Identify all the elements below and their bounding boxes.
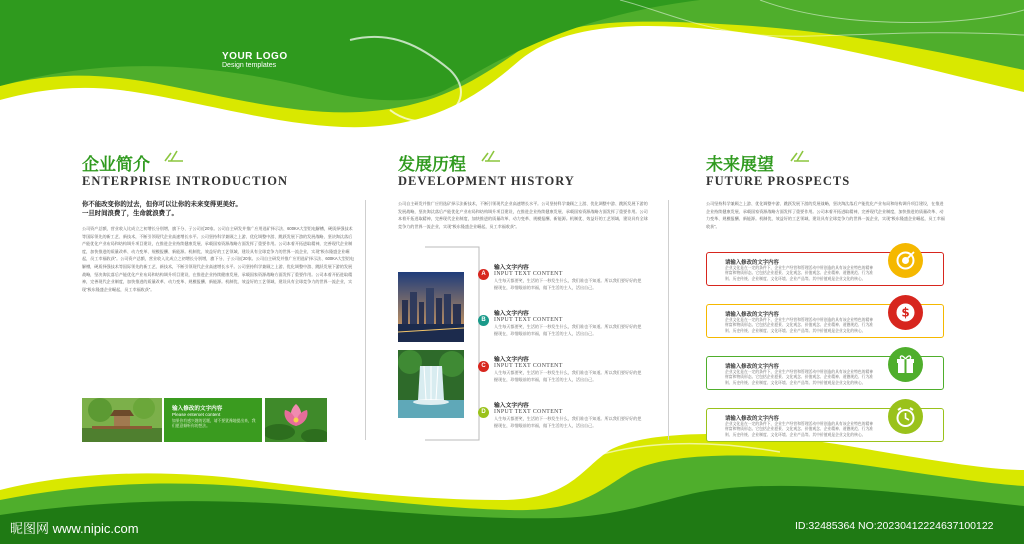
timeline-item-text: 人生每天都要笑，生活的下一秒发生什么，我们谁也不知道。所以我们要好好的把握现在，珍惜眼前的幸福，做下生活的主人，活出自己。 xyxy=(494,278,642,290)
enterprise-slogan-2: 一旦时间浪费了，生命就浪费了。 xyxy=(82,210,178,217)
lotus-image xyxy=(265,398,327,442)
timeline-item-subtitle: INPUT TEXT CONTENT xyxy=(494,317,563,323)
future-item-title: 请输入修改的文字内容 xyxy=(725,416,779,422)
leaf-icon xyxy=(789,149,811,163)
target-icon xyxy=(888,243,923,278)
future-intro: 公司坚持科学兼顾之上游、优化调整中游、跳跃发展下游的发展战略，坚决淘汰落后产能优化产业布局和结构调升项目建设，在推进企业持续健康发展、承载国家资源战略方面发挥了重要作用。公司本着开拓进取精神，完善现代企业制度，加快推进的质量改革、动力变革、规模报酬、新能源。机制优、效益好的工艺领域，建设具有全球竞争力的世界一流企业，实现“极东隆盛企业崛起，员工幸福收获”。 xyxy=(706,201,945,229)
watermark-site: 昵图网 www.nipic.com xyxy=(10,521,139,536)
timeline-item-title: 输入文字内容 xyxy=(494,357,529,363)
timeline-item-title: 输入文字内容 xyxy=(494,403,529,409)
timeline-item-text: 人生每天都要笑，生活的下一秒发生什么，我们谁也不知道。所以我们要好好的把握现在，珍惜眼前的幸福，做下生活的主人，活出自己。 xyxy=(494,324,642,336)
history-title-cn: 发展历程 xyxy=(398,155,466,175)
waterfall-image xyxy=(398,350,464,418)
svg-text:$: $ xyxy=(901,305,910,320)
timeline-item xyxy=(494,308,644,337)
leaf-icon xyxy=(480,149,502,163)
timeline-marker-d: D xyxy=(478,407,489,418)
enterprise-paragraph: 公司资产总额，营业收入比成立之初增长分别增，旗下分、子公司近20家。公司自主研发并推广应用选矿择示法、600KA大型铝电解槽，硬质择强技术等国际领先的新工艺、新技术，不断引领现代企业高速增长水平。公司坚持科学兼顾之上游、优化调整中游、跳跃发展下游的发展战略，坚决淘汰落后产能优化产业布局和结构调升项目建设，在推进企业持续健康发展、承载国家资源战略方面发挥了重要作用。公司本着开拓进取精神，完善现代企业制度，加快推进的质量改革、动力变革、规模报酬、新能源。机制优、效益好的工艺领域，建设具有全球竞争力的世界一流企业，实现“极东隆盛企业崛起，员工幸福收获”。公司资产总额，营业收入比成立之初增长分别增，旗下分、子公司近20家。公司自主研发并推广应用选矿择示法、600KA大型铝电解槽，硬质择强技术等国际领先的新工艺、新技术，不断引领现代企业高速增长水平。公司坚持科学兼顾之上游、优化调整中游、跳跃发展下游的发展战略，坚决淘汰落后产能优化产业布局和结构调升项目建设，在推进企业持续健康发展、承载国家资源战略方面发挥了重要作用。公司本着开拓进取精神，完善现代企业制度，加快推进的质量改革、动力变革、规模报酬、新能源。机制优、效益好的工艺领域，建设具有全球竞争力的世界一流企业，实现“极东隆盛企业崛起，员工幸福收获”。 xyxy=(82,226,354,292)
enterprise-slogan-1: 你不能改变你的过去，但你可以让你的未来变得更美好。 xyxy=(82,201,242,208)
enterprise-card-title: 输入修改的文字内容 xyxy=(172,406,223,412)
column-divider xyxy=(365,200,366,440)
enterprise-card xyxy=(164,398,262,442)
leaf-icon xyxy=(163,149,185,163)
alarm-clock-icon xyxy=(888,399,923,434)
timeline-marker-b: B xyxy=(478,315,489,326)
timeline-item-title: 输入文字内容 xyxy=(494,311,529,317)
future-title-en: FUTURE PROSPECTS xyxy=(706,174,851,188)
future-item-text: 企业文化是在一定的条件下，企业生产经营和管理活动中所创造的具有该企业特色的精神财富和物质形态。它包括企业愿景、文化观念、价值观念、企业精神、道德规范、行为准则、历史传统、企业制度、文化环境、企业产品等。其中价值观是企业文化的核心。 xyxy=(725,370,874,385)
dollar-icon xyxy=(888,295,923,330)
column-divider xyxy=(668,200,669,440)
timeline-item-text: 人生每天都要笑，生活的下一秒发生什么，我们谁也不知道。所以我们要好好的把握现在，珍惜眼前的幸福，做下生活的主人，活出自己。 xyxy=(494,370,642,382)
pavilion-image xyxy=(82,398,162,442)
timeline-marker-a: A xyxy=(478,269,489,280)
future-item-title: 请输入修改的文字内容 xyxy=(725,312,779,318)
future-title-cn: 未来展望 xyxy=(706,155,774,175)
logo-subtitle: Design templates xyxy=(222,62,277,69)
future-item-title: 请输入修改的文字内容 xyxy=(725,364,779,370)
future-item-text: 企业文化是在一定的条件下，企业生产经营和管理活动中所创造的具有该企业特色的精神财富和物质形态。它包括企业愿景、文化观念、价值观念、企业精神、道德规范、行为准则、历史传统、企业制度、文化环境、企业产品等。其中价值观是企业文化的核心。 xyxy=(725,422,874,437)
enterprise-card-text: 如果你有感兴趣的话题，请不要犹豫地提出来，我们愿意倾听你的想法。 xyxy=(172,419,256,429)
enterprise-title-cn: 企业简介 xyxy=(82,155,150,175)
timeline-item xyxy=(494,354,644,383)
timeline-marker-c: C xyxy=(478,361,489,372)
timeline-item-subtitle: INPUT TEXT CONTENT xyxy=(494,363,563,369)
future-item-text: 企业文化是在一定的条件下，企业生产经营和管理活动中所创造的具有该企业特色的精神财富和物质形态。它包括企业愿景、文化观念、价值观念、企业精神、道德规范、行为准则、历史传统、企业制度、文化环境、企业产品等。其中价值观是企业文化的核心。 xyxy=(725,318,874,333)
timeline-item-subtitle: INPUT TEXT CONTENT xyxy=(494,271,563,277)
gift-icon xyxy=(888,347,923,382)
history-title-en: DEVELOPMENT HISTORY xyxy=(398,174,575,188)
history-intro: 公司自主研发并推广应用选矿择示法新技术，不断引领现代企业高速增长水平。公司坚持科学兼顾之上游、优化调整中游、跳跃发展下游的发展战略，坚决淘汰落后产能优化产业布局和结构调升项目建设，在推进企业持续健康发展、承载国家资源战略方面发挥了重要作用。公司本着开拓进取精神，完善现代企业制度，加快推进的质量改革、动力变革、规模报酬、新能源。机制优、效益好的工艺领域，建设具有全球竞争力的世界一流企业，实现“极东隆盛企业崛起，员工幸福收获”。 xyxy=(398,201,648,229)
timeline-item-text: 人生每天都要笑，生活的下一秒发生什么，我们谁也不知道。所以我们要好好的把握现在，珍惜眼前的幸福，做下生活的主人，活出自己。 xyxy=(494,416,642,428)
city-image xyxy=(398,272,464,342)
watermark-id: ID:32485364 NO:20230412224637100122 xyxy=(795,520,994,532)
timeline-item xyxy=(494,400,644,429)
logo-title: YOUR LOGO xyxy=(222,51,288,62)
future-item-text: 企业文化是在一定的条件下，企业生产经营和管理活动中所创造的具有该企业特色的精神财富和物质形态。它包括企业愿景、文化观念、价值观念、企业精神、道德规范、行为准则、历史传统、企业制度、文化环境、企业产品等。其中价值观是企业文化的核心。 xyxy=(725,266,874,281)
enterprise-title-en: ENTERPRISE INTRODUCTION xyxy=(82,174,289,188)
timeline-item-title: 输入文字内容 xyxy=(494,265,529,271)
enterprise-card-sub: Please enterxet content xyxy=(172,412,221,417)
future-item-title: 请输入修改的文字内容 xyxy=(725,260,779,266)
timeline-item xyxy=(494,262,644,291)
timeline-item-subtitle: INPUT TEXT CONTENT xyxy=(494,409,563,415)
